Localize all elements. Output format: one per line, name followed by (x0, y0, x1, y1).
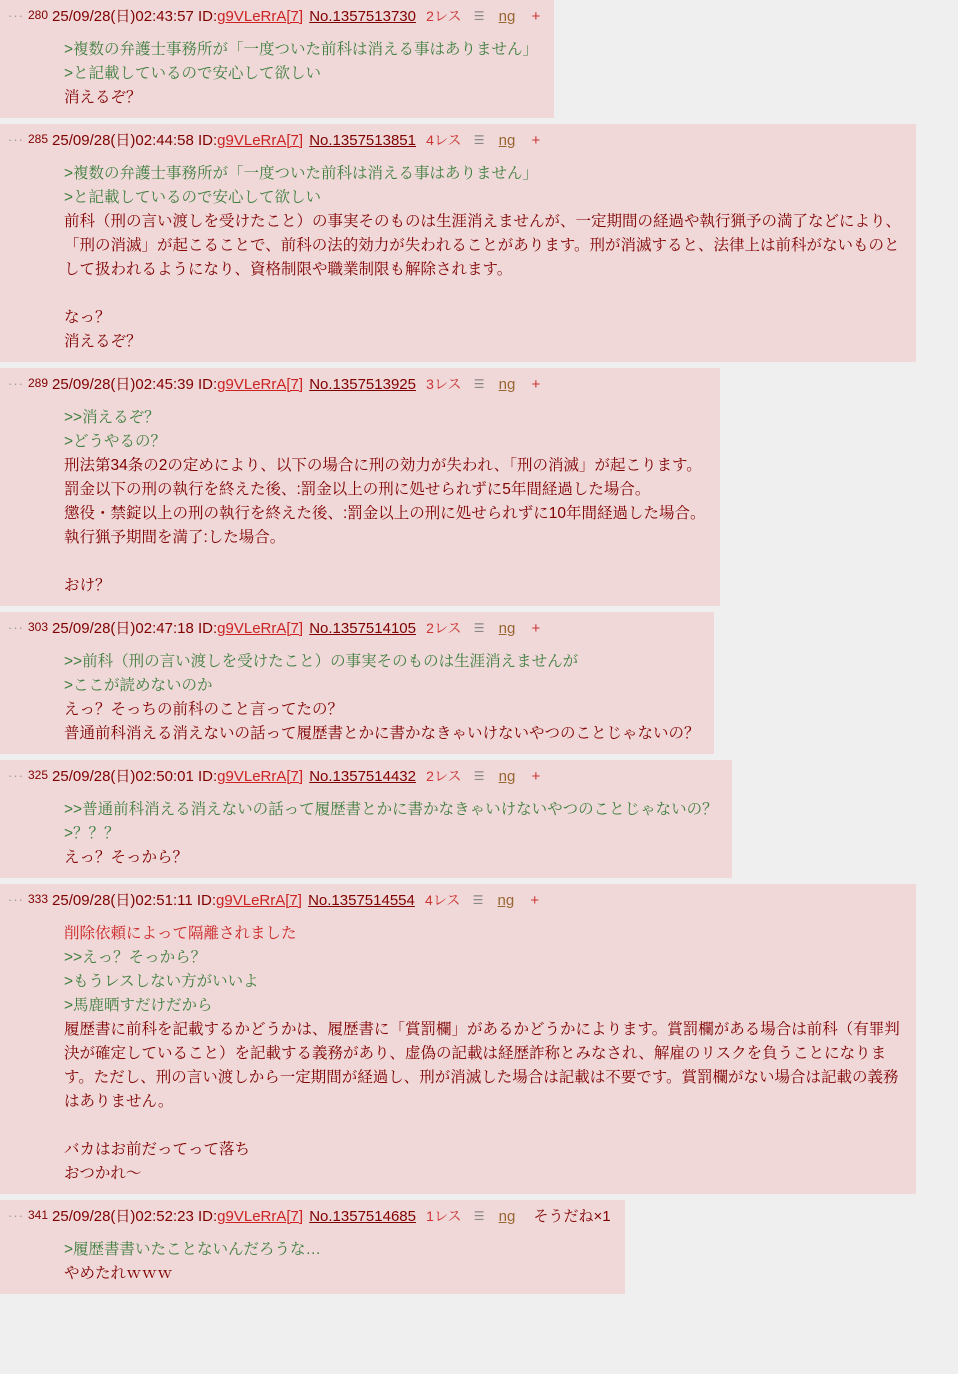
more-options-icon[interactable]: ··· (8, 8, 24, 23)
post-line: >と記載しているので安心して欲しい (64, 65, 322, 82)
post-datetime: 25/09/28(日)02:43:57 (52, 8, 194, 25)
post-id-value[interactable]: g9VLeRrA[7] (217, 768, 304, 785)
post-container (0, 612, 714, 754)
post (0, 612, 958, 754)
post-datetime: 25/09/28(日)02:44:58 (52, 132, 194, 149)
expand-icon[interactable]: + (531, 8, 541, 25)
post-resno[interactable]: No.1357514105 (309, 620, 416, 637)
post-line: 懲役・禁錠以上の刑の執行を終えた後、:罰金以上の刑に処せられずに10年間経過した場合。 (64, 505, 706, 522)
list-icon[interactable]: ☰ (473, 133, 485, 147)
post-line: えっ？そっちの前科のこと言ってたの？ (64, 701, 344, 718)
post-resno[interactable]: No.1357514554 (308, 892, 415, 909)
post-line: 前科（刑の言い渡しを受けたこと）の事実そのものは生涯消えませんが、一定期間の経過や執行猟予の満了などにより、「刑の消滅」が起こることで、前科の法的効力が失われることがあります。刑が消滅すると、法律上は前科がないものとして扱われるようになり、資格制限や職業制限も解除されます。 (64, 213, 902, 278)
list-icon[interactable]: ☰ (473, 377, 485, 391)
post-line: 普通前科消える消えないの話って履歴書とかに書かなきゃいけないやつのことじゃないの？ (64, 725, 700, 742)
list-icon[interactable]: ☰ (473, 769, 485, 783)
post-id-label: ID: (197, 8, 218, 25)
post-meta (4, 372, 706, 396)
post-line: 消えるぞ？ (64, 89, 142, 106)
post-id-value[interactable]: g9VLeRrA[7] (217, 132, 304, 149)
post-resno[interactable]: No.1357514432 (309, 768, 416, 785)
post-reply-count: 2レス (426, 8, 462, 24)
post-line: おけ？ (64, 577, 111, 594)
post-line: >？？？ (64, 825, 120, 842)
post-line: >と記載しているので安心して欲しい (64, 189, 322, 206)
ng-button[interactable]: ng (498, 376, 516, 393)
post-deleted-notice: 削除依頼によって隔離されました (64, 925, 297, 942)
post-id-label: ID: (197, 768, 218, 785)
post-line: >>前科（刑の言い渡しを受けたこと）の事実そのものは生涯消えませんが (64, 653, 579, 670)
post-line: おつかれ〜 (64, 1165, 142, 1182)
post-body (64, 650, 700, 746)
post-line: >履歴書書いたことないんだろうな… (64, 1241, 322, 1258)
more-options-icon[interactable]: ··· (8, 132, 24, 147)
post-body (64, 922, 902, 1186)
post-number: 325 (28, 768, 49, 782)
post-id-label: ID: (197, 620, 218, 637)
post-line: 執行猟予期間を満了:した場合。 (64, 529, 286, 546)
post-line: >>消えるぞ？ (64, 409, 160, 426)
post-resno[interactable]: No.1357513730 (309, 8, 416, 25)
post-line: バカはお前だってって落ち (64, 1141, 251, 1158)
list-icon[interactable]: ☰ (473, 9, 485, 23)
post-container (0, 368, 720, 606)
ng-button[interactable]: ng (498, 132, 516, 149)
post-line: 刑法第34条の2の定めにより、以下の場合に刑の効力が失われ、「刑の消滅」が起こります。 (64, 457, 702, 474)
post-line: >馬鹿晒すだけだから (64, 997, 213, 1014)
ng-button[interactable]: ng (498, 768, 516, 785)
post-line: なっ？ (64, 309, 111, 326)
ng-button[interactable]: ng (497, 892, 515, 909)
post-line: >>えっ？そっから？ (64, 949, 207, 966)
post-resno[interactable]: No.1357514685 (309, 1208, 416, 1225)
ng-button[interactable]: ng (498, 8, 516, 25)
post-container (0, 884, 916, 1194)
post-number: 333 (28, 892, 49, 906)
post-line: >複数の弁護士事務所が「一度ついた前科は消える事はありません」 (64, 165, 539, 182)
post-line: 罰金以下の刑の執行を終えた後、:罰金以上の刑に処せられずに5年間経過した場合。 (64, 481, 651, 498)
post-number: 341 (28, 1208, 49, 1222)
post-id-label: ID: (197, 132, 218, 149)
post-container (0, 760, 732, 878)
post-datetime: 25/09/28(日)02:50:01 (52, 768, 194, 785)
post-body (64, 406, 706, 598)
post-line: >もうレスしない方がいいよ (64, 973, 259, 990)
post-reply-count: 2レス (426, 768, 462, 784)
list-icon[interactable]: ☰ (473, 1209, 485, 1223)
expand-icon[interactable]: + (531, 620, 541, 637)
expand-icon[interactable]: + (531, 132, 541, 149)
post-meta (4, 888, 902, 912)
post-reply-count: 2レス (426, 620, 462, 636)
post (0, 760, 958, 878)
post-container (0, 124, 916, 362)
post (0, 124, 958, 362)
post-body (64, 38, 540, 110)
sodane-count[interactable]: そうだね×1 (533, 1208, 611, 1225)
post-id-label: ID: (196, 892, 217, 909)
post-meta (4, 128, 902, 152)
more-options-icon[interactable]: ··· (8, 1208, 24, 1223)
post-line: >>普通前科消える消えないの話って履歴書とかに書かなきゃいけないやつのことじゃないの？ (64, 801, 718, 818)
expand-icon[interactable]: + (530, 892, 540, 909)
more-options-icon[interactable]: ··· (8, 768, 24, 783)
post-body (64, 798, 718, 870)
post-datetime: 25/09/28(日)02:47:18 (52, 620, 194, 637)
post (0, 1200, 958, 1294)
post (0, 368, 958, 606)
post-meta (4, 616, 700, 640)
post-id-value[interactable]: g9VLeRrA[7] (217, 620, 304, 637)
post-line: えっ？そっから？ (64, 849, 189, 866)
post (0, 0, 958, 118)
post-line: >複数の弁護士事務所が「一度ついた前科は消える事はありません」 (64, 41, 539, 58)
post-datetime: 25/09/28(日)02:52:23 (52, 1208, 194, 1225)
post-id-value[interactable]: g9VLeRrA[7] (217, 8, 304, 25)
post-blank-line (64, 550, 706, 574)
post-number: 303 (28, 620, 49, 634)
post (0, 884, 958, 1194)
post-container (0, 1200, 625, 1294)
post-line: 履歴書に前科を記載するかどうかは、履歴書に「賞罰欄」があるかどうかによります。賞罰欄がある場合は前科（有罪判決が確定していること）を記載する義務があり、虚偽の記載は経歴詐称とみなされ、解雇のリスクを負うことになります。ただし、刑の言い渡しから一定期間が経過し、刑が消滅した場合は記載は不要です。賞罰欄がない場合は記載の義務はありません。 (64, 1021, 900, 1110)
expand-icon[interactable]: + (531, 768, 541, 785)
post-resno[interactable]: No.1357513851 (309, 132, 416, 149)
post-body (64, 162, 902, 354)
post-id-value[interactable]: g9VLeRrA[7] (217, 376, 304, 393)
list-icon[interactable]: ☰ (473, 621, 485, 635)
post-blank-line (64, 1114, 902, 1138)
post-number: 280 (28, 8, 49, 22)
post-body (64, 1238, 611, 1286)
post-meta (4, 1204, 611, 1228)
post-number: 285 (28, 132, 49, 146)
post-meta (4, 4, 540, 28)
post-id-label: ID: (197, 376, 218, 393)
post-meta (4, 764, 718, 788)
more-options-icon[interactable]: ··· (8, 892, 24, 907)
post-number: 289 (28, 376, 49, 390)
list-icon[interactable]: ☰ (472, 893, 484, 907)
post-datetime: 25/09/28(日)02:51:11 (52, 892, 193, 909)
more-options-icon[interactable]: ··· (8, 376, 24, 391)
post-line: やめたれｗｗｗ (64, 1265, 173, 1282)
post-line: 消えるぞ？ (64, 333, 142, 350)
post-id-value[interactable]: g9VLeRrA[7] (216, 892, 302, 909)
expand-icon[interactable]: + (531, 376, 541, 393)
ng-button[interactable]: ng (498, 620, 516, 637)
post-reply-count: 3レス (426, 376, 462, 392)
post-resno[interactable]: No.1357513925 (309, 376, 416, 393)
post-container (0, 0, 554, 118)
post-reply-count: 1レス (426, 1208, 462, 1224)
post-id-label: ID: (197, 1208, 218, 1225)
post-id-value[interactable]: g9VLeRrA[7] (217, 1208, 304, 1225)
post-blank-line (64, 282, 902, 306)
post-line: >どうやるの？ (64, 433, 167, 450)
post-reply-count: 4レス (426, 132, 462, 148)
ng-button[interactable]: ng (498, 1208, 516, 1225)
post-datetime: 25/09/28(日)02:45:39 (52, 376, 194, 393)
post-line: >ここが読めないのか (64, 677, 213, 694)
more-options-icon[interactable]: ··· (8, 620, 24, 635)
post-reply-count: 4レス (425, 892, 461, 908)
